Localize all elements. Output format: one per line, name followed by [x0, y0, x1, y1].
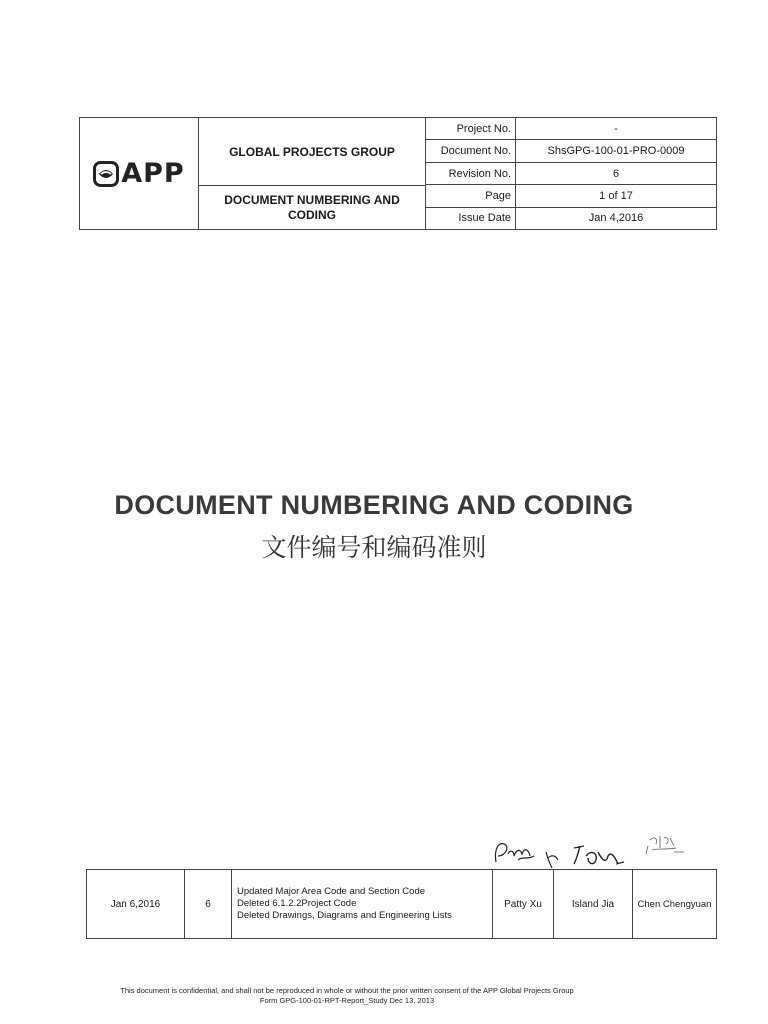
- info-label: Project No.: [426, 118, 516, 139]
- app-logo-icon: [93, 161, 119, 187]
- checked-by: Island Jia: [554, 870, 633, 938]
- logo-text: APP: [121, 158, 185, 189]
- signature-approved: [646, 836, 684, 854]
- group-name: GLOBAL PROJECTS GROUP: [199, 118, 425, 186]
- revision-description-line: Updated Major Area Code and Section Code: [237, 886, 426, 897]
- prepared-by: Patty Xu: [493, 870, 554, 938]
- revision-history-table: [86, 869, 717, 939]
- document-title-chinese: 文件编号和编码准则: [261, 534, 487, 562]
- signature-checked: [574, 846, 624, 864]
- header-doc-title: DOCUMENT NUMBERING AND CODING: [224, 192, 400, 222]
- info-label: Page: [426, 185, 516, 206]
- document-title: DOCUMENT NUMBERING AND CODING: [114, 490, 634, 520]
- revision-date: Jan 6,2016: [87, 870, 185, 938]
- document-info: [426, 118, 716, 229]
- info-row-document-no: [426, 140, 716, 162]
- approved-by: Chen Chengyuan: [637, 898, 712, 910]
- info-value: 6: [612, 167, 620, 180]
- revision-description-line: Deleted 6.1.2.2Project Code: [237, 898, 357, 909]
- info-row-issue-date: [426, 208, 716, 229]
- info-label: Issue Date: [426, 208, 516, 229]
- info-value: ShsGPG-100-01-PRO-0009: [547, 145, 685, 158]
- info-value: -: [614, 122, 618, 135]
- info-value: Jan 4,2016: [588, 212, 644, 225]
- info-value: 1 of 17: [599, 189, 633, 202]
- info-row-page: [426, 185, 716, 207]
- logo: [80, 118, 199, 229]
- signature-prepared: [495, 844, 558, 868]
- footer-notice: This document is confidential, and shall not be reproduced in whole or without the prior written consent of the APP Global Projects Group: [120, 986, 574, 995]
- revision-description-line: Deleted Drawings, Diagrams and Engineering Lists: [237, 910, 452, 921]
- info-label: Document No.: [426, 140, 516, 161]
- info-label: Revision No.: [426, 163, 516, 184]
- footer-form-id: Form GPG-100-01-RPT-Report_Study Dec 13, 2013: [259, 996, 435, 1005]
- signatures: [488, 830, 718, 872]
- revision-number: 6: [185, 870, 232, 938]
- document-header-table: [79, 117, 717, 230]
- info-row-revision-no: [426, 163, 716, 185]
- revision-description: [232, 870, 493, 938]
- confidentiality-footer: [0, 986, 694, 1006]
- info-row-project-no: [426, 118, 716, 140]
